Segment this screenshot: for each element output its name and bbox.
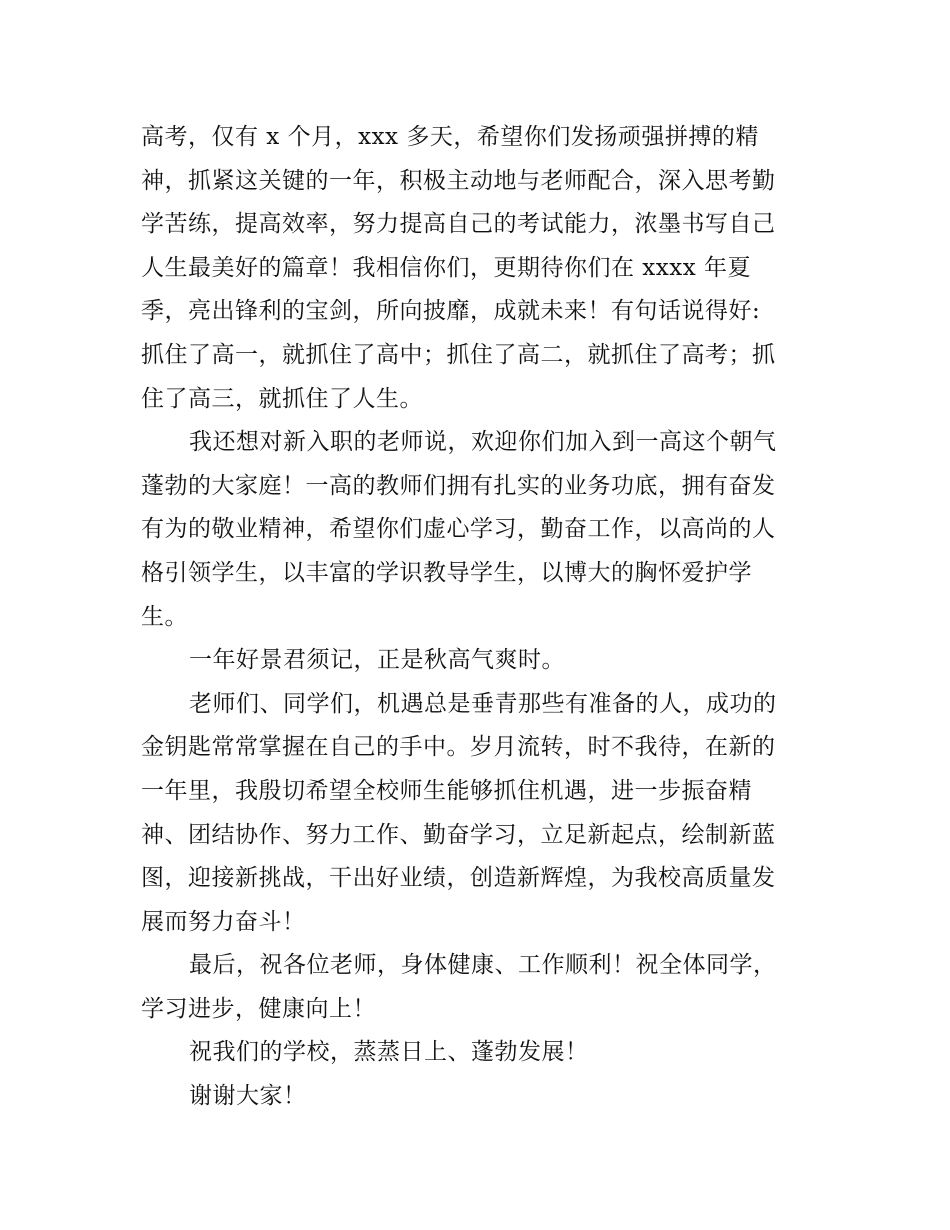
paragraph-line: 生。 (141, 603, 188, 630)
paragraph-line: 谢谢大家！ (189, 1083, 307, 1110)
paragraph-line: 蓬勃的大家庭！一高的教师们拥有扎实的业务功底，拥有奋发 (141, 472, 776, 499)
paragraph-line: 展而努力奋斗！ (141, 908, 306, 935)
paragraph-line: 格引领学生，以丰富的学识教导学生，以博大的胸怀爱护学 (141, 559, 752, 586)
paragraph-line: 图，迎接新挑战，干出好业绩，创造新辉煌，为我校高质量发 (141, 865, 776, 892)
paragraph-line: 有为的敬业精神，希望你们虚心学习，勤奋工作，以高尚的人 (141, 516, 776, 543)
paragraph-line: 学习进步，健康向上！ (141, 995, 376, 1022)
paragraph-5 (141, 944, 821, 1031)
paragraph-line: 我还想对新入职的老师说，欢迎你们加入到一高这个朝气 (189, 429, 777, 456)
paragraph-line: 高考，仅有 x 个月，xxx 多天，希望你们发扬顽强拼搏的精 (141, 124, 759, 150)
paragraph-3 (141, 639, 821, 683)
paragraph-line: 一年里，我殷切希望全校师生能够抓住机遇，进一步振奋精 (141, 777, 752, 804)
paragraph-line: 老师们、同学们，机遇总是垂青那些有准备的人，成功的 (189, 690, 777, 717)
document-body (141, 116, 821, 1119)
paragraph-line: 季，亮出锋利的宝剑，所向披靡，成就未来！有句话说得好: (141, 298, 761, 325)
paragraph-7 (141, 1075, 821, 1119)
paragraph-line: 神，抓紧这关键的一年，积极主动地与老师配合，深入思考勤 (141, 167, 776, 194)
paragraph-line: 金钥匙常常掌握在自己的手中。岁月流转，时不我待，在新的 (141, 734, 776, 761)
paragraph-line: 最后，祝各位老师，身体健康、工作顺利！祝全体同学， (189, 952, 777, 979)
paragraph-6 (141, 1031, 821, 1075)
paragraph-4 (141, 683, 821, 945)
paragraph-line: 抓住了高一，就抓住了高中；抓住了高二，就抓住了高考；抓 (141, 341, 776, 368)
paragraph-line: 住了高三，就抓住了人生。 (141, 385, 423, 412)
paragraph-line: 祝我们的学校，蒸蒸日上、蓬勃发展！ (189, 1039, 589, 1066)
paragraph-1 (141, 116, 821, 421)
paragraph-line: 人生最美好的篇章！我相信你们，更期待你们在 xxxx 年夏 (141, 254, 752, 281)
paragraph-line: 学苦练，提高效率，努力提高自己的考试能力，浓墨书写自己 (141, 211, 776, 238)
paragraph-line: 神、团结协作、努力工作、勤奋学习，立足新起点，绘制新蓝 (141, 821, 776, 848)
paragraph-line: 一年好景君须记，正是秋高气爽时。 (189, 647, 565, 674)
paragraph-2 (141, 421, 821, 639)
